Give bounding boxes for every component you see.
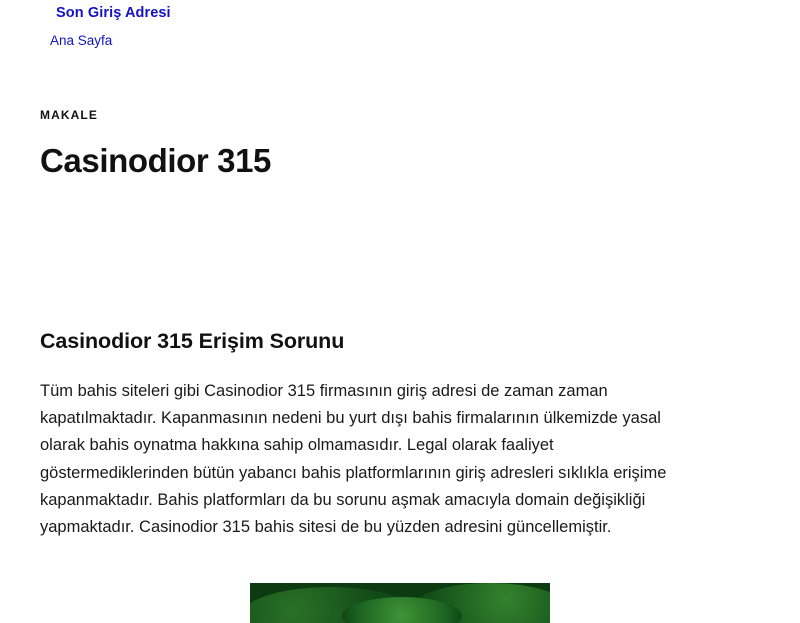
nav-link-son-giris-adresi[interactable]: Son Giriş Adresi xyxy=(56,5,171,21)
primary-nav-list xyxy=(40,0,760,22)
article-body xyxy=(0,329,800,623)
article-image xyxy=(250,583,550,623)
body-paragraph: Tüm bahis siteleri gibi Casinodior 315 firmasının giriş adresi de zaman zaman kapatılmaktadır. Kapanmasının nedeni bu yurt dışı bahis firmalarının ülkemizde yasal olarak bahis oynatma hakkına sahip olmamasıdır. Legal olarak faaliyet göstermediklerinden bütün yabancı bahis platformlarının giriş adresleri sıklıkla erişime kapanmaktadır. Bahis platformları da bu sorunu aşmak amacıyla domain değişikliği yapmaktadır. Casinodior 315 bahis sitesi de bu yüzden adresini güncellemiştir. xyxy=(40,381,667,537)
nav-link-ana-sayfa[interactable]: Ana Sayfa xyxy=(50,33,113,48)
site-navigation xyxy=(0,0,800,50)
nav-item-son-giris-adresi[interactable] xyxy=(40,0,760,22)
article-kicker: MAKALE xyxy=(40,108,98,122)
nav-item-ana-sayfa[interactable] xyxy=(40,22,760,50)
page-title: Casinodior 315 xyxy=(40,142,271,179)
section-heading: Casinodior 315 Erişim Sorunu xyxy=(40,328,345,353)
article-header xyxy=(0,50,800,181)
secondary-nav-list xyxy=(40,22,760,50)
article-figure-wrap xyxy=(40,583,760,623)
